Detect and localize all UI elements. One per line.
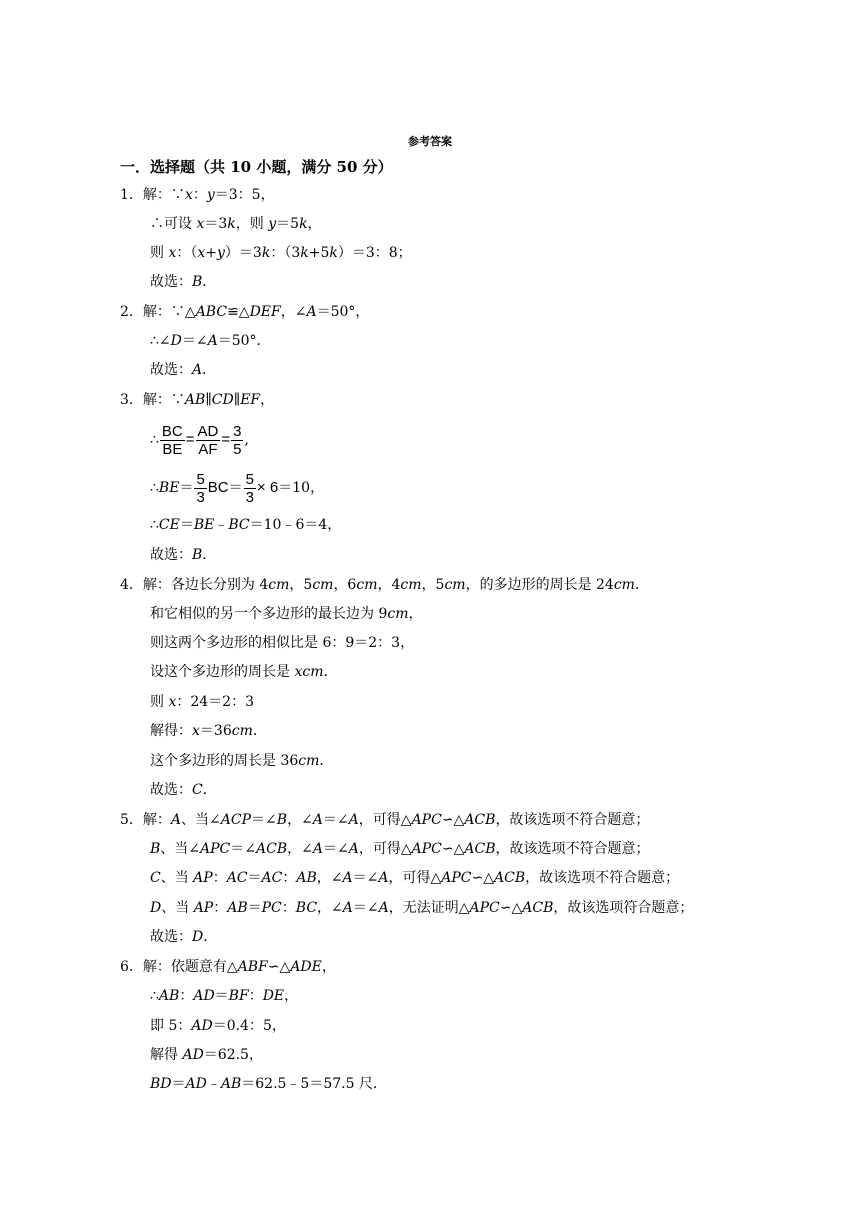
q1-line1: 1．解：∵x：y＝3：5， <box>120 187 275 203</box>
q6-line2: ∴AB：AD＝BF：DE， <box>150 988 299 1004</box>
q4-line7: 这个多边形的周长是 36cm． <box>150 753 334 769</box>
page-title: 参考答案 <box>408 135 452 148</box>
q3-ratio-line: ∴ $\frac{BC}{BE}$ = $\frac{AD}{AF}$ = $\frac{3}{5}$ , <box>150 422 249 458</box>
q4-answer: 故选：C． <box>150 782 217 798</box>
q5-option-b: B、当∠APC＝∠ACB，∠A＝∠A，可得△APC∽△ACB，故该选项不符合题意； <box>150 841 650 857</box>
q1-answer: 故选：B． <box>150 274 217 290</box>
q4-line4: 设这个多边形的周长是 xcm． <box>150 664 338 680</box>
q5-option-a: 5．解：A、当∠ACP＝∠B，∠A＝∠A，可得△APC∽△ACB，故该选项不符合题意； <box>120 812 650 828</box>
q3-line1: 3．解：∵AB∥CD∥EF， <box>120 392 275 408</box>
fraction-ad-af: $\frac{AD}{AF}$ <box>197 422 219 458</box>
q6-line5: BD＝AD﹣AB＝62.5﹣5＝57.5 尺． <box>150 1076 387 1092</box>
fraction-3-5: $\frac{3}{5}$ <box>233 422 242 458</box>
q1-line2: ∴可设 x＝3k，则 y＝5k， <box>150 216 322 232</box>
q5-answer: 故选：D． <box>150 929 218 945</box>
q4-line6: 解得：x＝36cm． <box>150 723 267 739</box>
q2-answer: 故选：A． <box>150 362 217 378</box>
q4-line2: 和它相似的另一个多边形的最长边为 9cm， <box>150 606 423 622</box>
q4-line5: 则 x：24＝2：3 <box>150 694 254 710</box>
q4-line3: 则这两个多边形的相似比是 6：9＝2：3， <box>150 635 415 651</box>
q2-line2: ∴∠D＝∠A＝50°． <box>150 333 271 349</box>
q3-be-line: ∴BE＝ $\frac{5}{3}$ BC＝ $\frac{5}{3}$ × 6＝10， <box>150 470 325 506</box>
fraction-5-3-b: $\frac{5}{3}$ <box>245 470 254 506</box>
section-heading: 一．选择题（共 10 小题，满分 50 分） <box>120 158 393 176</box>
q6-line4: 解得 AD＝62.5， <box>150 1047 263 1063</box>
fraction-5-3-a: $\frac{5}{3}$ <box>196 470 205 506</box>
q2-line1: 2．解：∵△ABC≌△DEF，∠A＝50°， <box>120 304 370 320</box>
q5-option-c: C、当 AP：AC＝AC：AB，∠A＝∠A，可得△APC∽△ACB，故该选项不符合题意； <box>150 870 680 886</box>
q6-line3: 即 5：AD＝0.4：5， <box>150 1018 286 1034</box>
q3-ce-line: ∴CE＝BE﹣BC＝10﹣6＝4， <box>150 517 342 533</box>
q3-answer: 故选：B． <box>150 547 217 563</box>
q1-line3: 则 x：（x+y）＝3k：（3k+5k）＝3：8； <box>150 245 412 261</box>
q4-line1: 4．解：各边长分别为 4cm，5cm，6cm，4cm，5cm，的多边形的周长是 24cm． <box>120 577 649 593</box>
fraction-bc-be: $\frac{BC}{BE}$ <box>161 422 183 458</box>
q5-option-d: D、当 AP：AB＝PC：BC，∠A＝∠A，无法证明△APC∽△ACB，故该选项符合题意； <box>150 900 694 916</box>
q6-line1: 6．解：依题意有△ABF∽△ADE， <box>120 959 336 975</box>
